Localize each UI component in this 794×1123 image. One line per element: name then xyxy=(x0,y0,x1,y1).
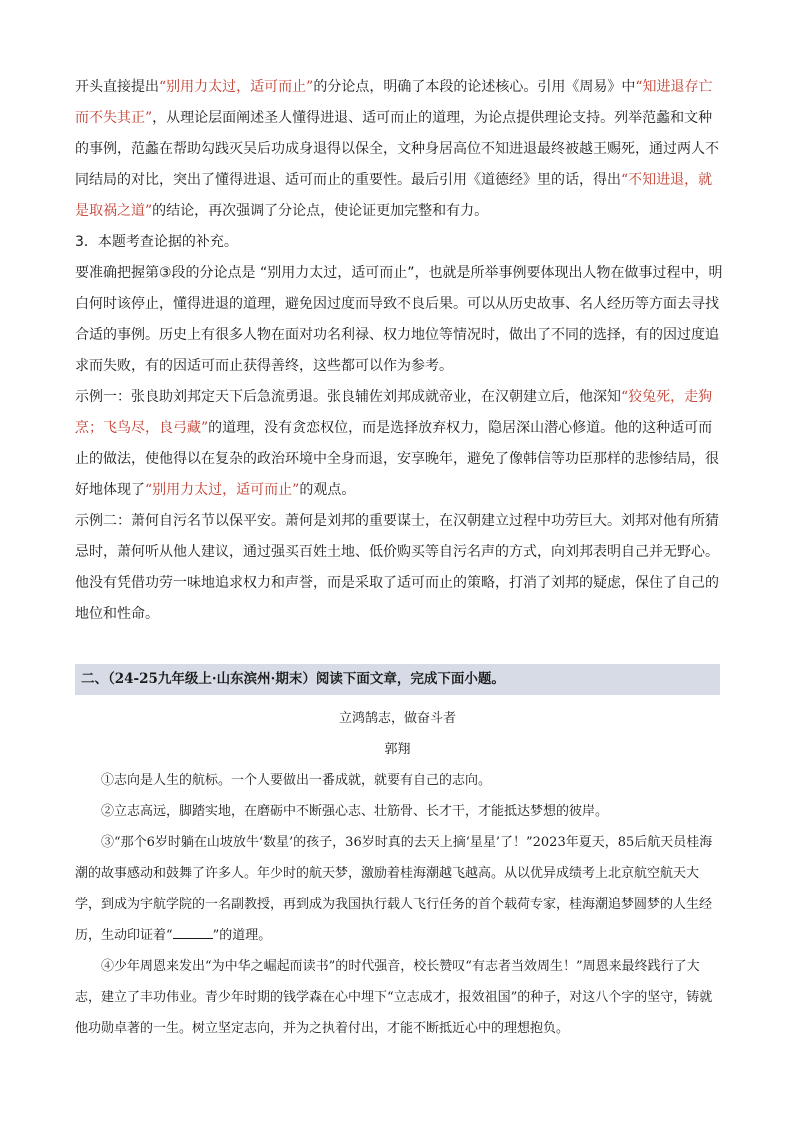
passage-paragraph-2: ②立志高远，脚踏实地，在磨砺中不断强心志、壮筋骨、长才干，才能抵达梦想的彼岸。 xyxy=(101,804,609,819)
text-run: 的结论，再次强调了分论点，使论证更加完整和有力。 xyxy=(152,203,489,219)
question-3-body: 要准确把握第③段的分论点是 “别用力太过，适可而止”，也就是所举事例要体现出人物在做事过程中，明白何时该停止，懂得进退的道理，避免因过度而导致不良后果。可以从历史故事、名人经历等方面去寻找合适的事例。历史上有很多人物在面对功名利禄、权力地位等情况时，做出了不同的选择，有的因过度追求而失败，有的因适可而止获得善终，这些都可以作为参考。 xyxy=(75,265,723,374)
example-1 xyxy=(75,382,725,506)
section-header: 二、（24-25九年级上·山东滨州·期末）阅读下面文章，完成下面小题。 xyxy=(75,664,720,695)
reading-passage xyxy=(75,703,720,1044)
text-run: 开头直接提出 xyxy=(75,79,159,95)
quoted-text: “别用力太过，适可而止” xyxy=(159,79,314,95)
quoted-text: “狡兔死，走狗烹；飞鸟尽，良弓藏” xyxy=(75,389,713,436)
passage-title: 立鸿鹄志，做奋斗者 xyxy=(338,711,456,726)
answer-analysis xyxy=(75,72,725,630)
passage-paragraph-4: ④少年周恩来发出“为中华之崛起而读书”的时代强音，校长赞叹“有志者当效周生！”周恩来最终践行了大志，建立了丰功伟业。青少年时期的钱学森在心中埋下“立志成才，报效祖国”的种子，对这八个字的坚守，铸就他功勋卓著的一生。树立坚定志向，并为之执着付出，才能不断抵近心中的理想抱负。 xyxy=(75,959,713,1036)
passage-author: 郭翔 xyxy=(384,742,411,757)
text-run: ③“那个6岁时躺在山坡放牛‘数星’的孩子，36岁时真的去天上摘‘星星’了！”2023年夏天，85后航天员桂海潮的故事感动和鼓舞了许多人。年少时的航天梦，激励着桂海潮越飞越高。从以优异成绩考上北京航空航天大学，到成为宇航学院的一名副教授，再到成为我国执行载人飞行任务的首个载荷专家，桂海潮追梦圆梦的人生经历，生动印证着“ xyxy=(75,835,713,943)
text-run: 的分论点，明确了本段的论述核心。引用《周易》中 xyxy=(313,79,636,95)
analysis-paragraph-1 xyxy=(75,72,725,227)
quoted-text: “别用力太过，适可而止” xyxy=(145,482,300,498)
text-run: ”的道理。 xyxy=(212,928,272,943)
text-run: 的道理，没有贪恋权位，而是选择放弃权力，隐居深山潜心修道。他的这种适可而止的做法，使他得以在复杂的政治环境中全身而退，安享晚年，避免了像韩信等功臣那样的悲惨结局，很好地体现了 xyxy=(75,420,719,498)
question-3-title: 3．本题考查论据的补充。 xyxy=(75,234,238,250)
passage-paragraph-1: ①志向是人生的航标。一个人要做出一番成就，就要有自己的志向。 xyxy=(101,773,492,788)
quoted-text: “知进退存亡而不失其正” xyxy=(75,79,713,126)
text-run: ，从理论层面阐述圣人懂得进退、适可而止的道理，为论点提供理论支持。列举范蠡和文种的事例，范蠡在帮助勾践灭吴后功成身退得以保全，文种身居高位不知进退最终被越王赐死，通过两人不同结局的对比，突出了懂得进退、适可而止的重要性。最后引用《道德经》里的话，得出 xyxy=(75,110,719,188)
fill-in-blank[interactable] xyxy=(173,924,213,939)
text-run: 示例一：张良助刘邦定天下后急流勇退。张良辅佐刘邦成就帝业，在汉朝建立后，他深知 xyxy=(75,389,621,405)
text-run: 的观点。 xyxy=(299,482,356,498)
example-2: 示例二：萧何自污名节以保平安。萧何是刘邦的重要谋士，在汉朝建立过程中功劳巨大。刘邦对他有所猜忌时，萧何听从他人建议，通过强买百姓土地、低价购买等自污名声的方式，向刘邦表明自己并无野心。他没有凭借功劳一味地追求权力和声誉，而是采取了适可而止的策略，打消了刘邦的疑虑，保住了自己的地位和性命。 xyxy=(75,513,719,622)
passage-paragraph-3 xyxy=(75,827,720,951)
quoted-text: “不知进退，就是取祸之道” xyxy=(75,172,713,219)
